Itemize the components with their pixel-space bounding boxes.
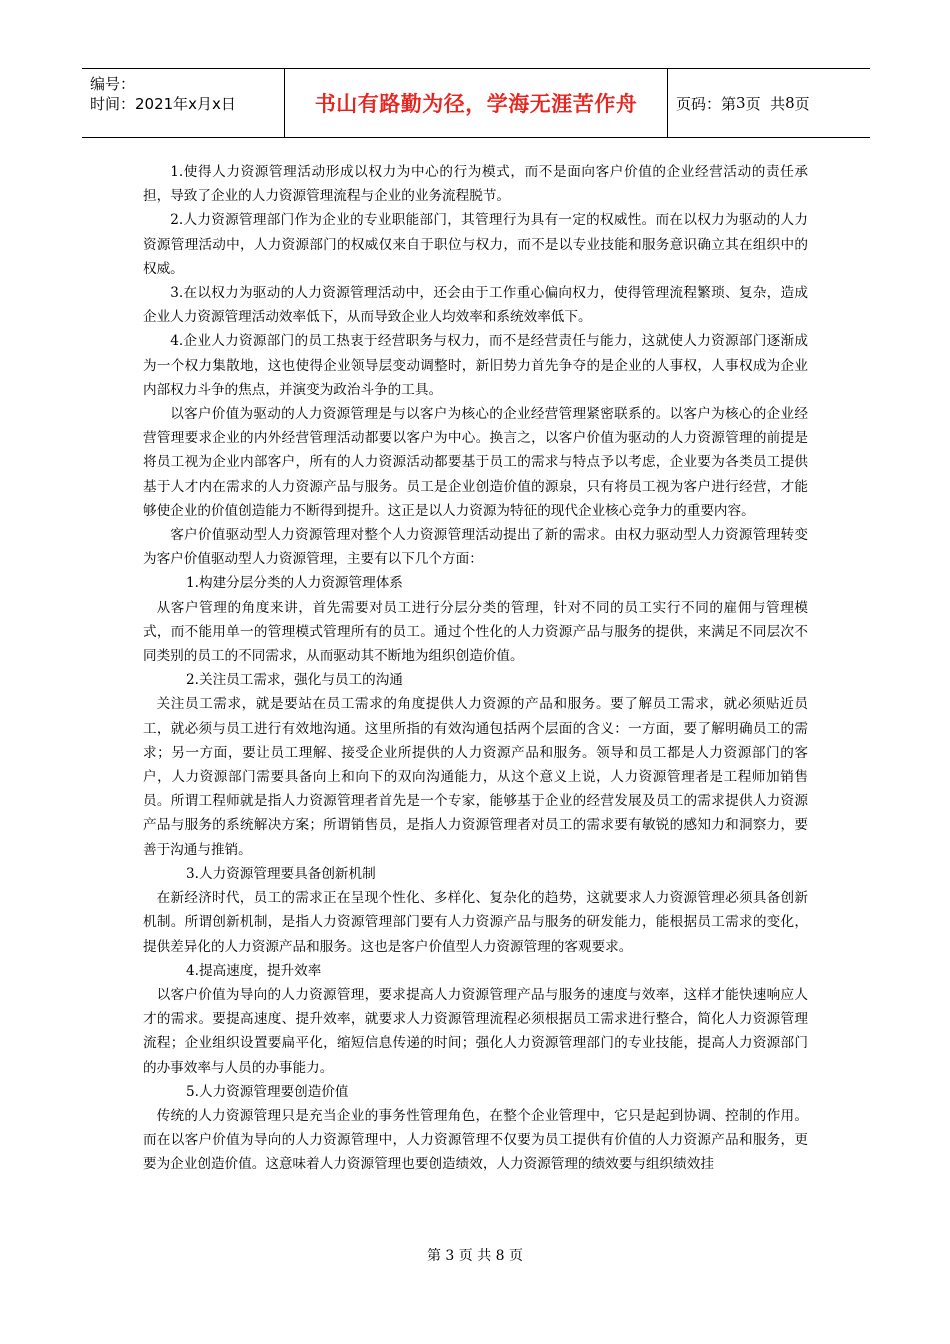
page-end-label: 页 bbox=[794, 94, 810, 113]
body-paragraph: 以客户价值为驱动的人力资源管理是与以客户为核心的企业经营管理紧密联系的。以客户为核心的企业经营管理要求企业的内外经营管理活动都要以客户为中心。换言之，以客户价值为驱动的人力资源管理的前提是将员工视为企业内部客户，所有的人力资源活动都要基于员工的需求与特点予以考虑，企业要为各类员工提供基于人才内在需求的人力资源产品与服务。员工是企业创造价值的源泉，只有将员工视为客户进行经营，才能够使企业的价值创造能力不断得到提升。这正是以人力资源为特征的现代企业核心竞争力的重要内容。 bbox=[143, 406, 808, 519]
document-body bbox=[143, 160, 808, 1177]
page-current: 3 bbox=[736, 94, 746, 112]
page-total: 8 bbox=[785, 94, 795, 112]
body-paragraph: 2.人力资源管理部门作为企业的专业职能部门，其管理行为具有一定的权威性。而在以权力为驱动的人力资源管理活动中，人力资源部门的权威仅来自于职位与权力，而不是以专业技能和服务意识确立其在组织中的权威。 bbox=[143, 212, 808, 277]
body-paragraph: 3.在以权力为驱动的人力资源管理活动中，还会由于工作重心偏向权力，使得管理流程繁琐、复杂，造成企业人力资源管理活动效率低下，从而导致企业人均效率和系统效率低下。 bbox=[143, 285, 808, 326]
section-heading: 2.关注员工需求，强化与员工的沟通 bbox=[186, 672, 403, 689]
header-motto-cell bbox=[285, 69, 668, 137]
section-heading: 4.提高速度，提升效率 bbox=[186, 962, 322, 979]
header-motto: 书山有路勤为径，学海无涯苦作舟 bbox=[314, 92, 638, 116]
page-footer: 第 3 页 共 8 页 bbox=[426, 1248, 524, 1264]
document-header bbox=[82, 68, 870, 138]
body-paragraph: 4.企业人力资源部门的员工热衷于经营职务与权力，而不是经营责任与能力，这就使人力资源部门逐渐成为一个权力集散地，这也使得企业领导层变动调整时，新旧势力首先争夺的是企业的人事权，人事权成为企业内部权力斗争的焦点，并演变为政治斗争的工具。 bbox=[143, 333, 808, 398]
body-paragraph: 传统的人力资源管理只是充当企业的事务性管理角色，在整个企业管理中，它只是起到协调、控制的作用。而在以客户价值为导向的人力资源管理中，人力资源管理不仅要为员工提供有价值的人力资源产品和服务，更要为企业创造价值。这意味着人力资源管理也要创造绩效，人力资源管理的绩效要与组织绩效挂 bbox=[143, 1107, 808, 1173]
body-paragraph: 从客户管理的角度来讲，首先需要对员工进行分层分类的管理，针对不同的员工实行不同的雇佣与管理模式，而不能用单一的管理模式管理所有的员工。通过个性化的人力资源产品与服务的提供，来满足不同层次不同类别的员工的不同需求，从而驱动其不断地为组织创造价值。 bbox=[143, 599, 808, 665]
document-date: 时间：2021年x月x日 bbox=[90, 95, 236, 113]
page-mid-label: 页 共 bbox=[745, 94, 786, 113]
body-paragraph: 在新经济时代，员工的需求正在呈现个性化、多样化、复杂化的趋势，这就要求人力资源管理必须具备创新机制。所谓创新机制，是指人力资源管理部门要有人力资源产品与服务的研发能力，能根据员工需求的变化，提供差异化的人力资源产品和服务。这也是客户价值型人力资源管理的客观要求。 bbox=[143, 890, 808, 955]
body-paragraph: 1.使得人力资源管理活动形成以权力为中心的行为模式，而不是面向客户价值的企业经营活动的责任承担，导致了企业的人力资源管理流程与企业的业务流程脱节。 bbox=[143, 164, 808, 205]
body-paragraph: 以客户价值为导向的人力资源管理，要求提高人力资源管理产品与服务的速度与效率，这样才能快速响应人才的需求。要提高速度、提升效率，就要求人力资源管理流程必须根据员工需求进行整合，简化人力资源管理流程；企业组织设置要扁平化，缩短信息传递的时间；强化人力资源管理部门的专业技能，提高人力资源部门的办事效率与人员的办事能力。 bbox=[143, 986, 808, 1076]
header-left-cell bbox=[82, 69, 285, 137]
section-heading: 3.人力资源管理要具备创新机制 bbox=[186, 865, 376, 882]
document-number-label: 编号： bbox=[90, 75, 136, 93]
body-paragraph: 关注员工需求，就是要站在员工需求的角度提供人力资源的产品和服务。要了解员工需求，就必须贴近员工，就必须与员工进行有效地沟通。这里所指的有效沟通包括两个层面的含义：一方面，要了解明确员工的需求；另一方面，要让员工理解、接受企业所提供的人力资源产品和服务。领导和员工都是人力资源部门的客户，人力资源部门需要具备向上和向下的双向沟通能力，从这个意义上说，人力资源管理者是工程师加销售员。所谓工程师就是指人力资源管理者首先是一个专家，能够基于企业的经营发展及员工的需求提供人力资源产品与服务的系统解决方案；所谓销售员，是指人力资源管理者对员工的需求要有敏锐的感知力和洞察力，要善于沟通与推销。 bbox=[143, 696, 808, 858]
header-page-cell bbox=[668, 69, 870, 137]
section-heading: 1.构建分层分类的人力资源管理体系 bbox=[186, 575, 403, 592]
page-label: 页码：第 bbox=[676, 94, 737, 113]
section-heading: 5.人力资源管理要创造价值 bbox=[186, 1083, 349, 1100]
body-paragraph: 客户价值驱动型人力资源管理对整个人力资源管理活动提出了新的需求。由权力驱动型人力资源管理转变为客户价值驱动型人力资源管理，主要有以下几个方面： bbox=[143, 527, 808, 568]
